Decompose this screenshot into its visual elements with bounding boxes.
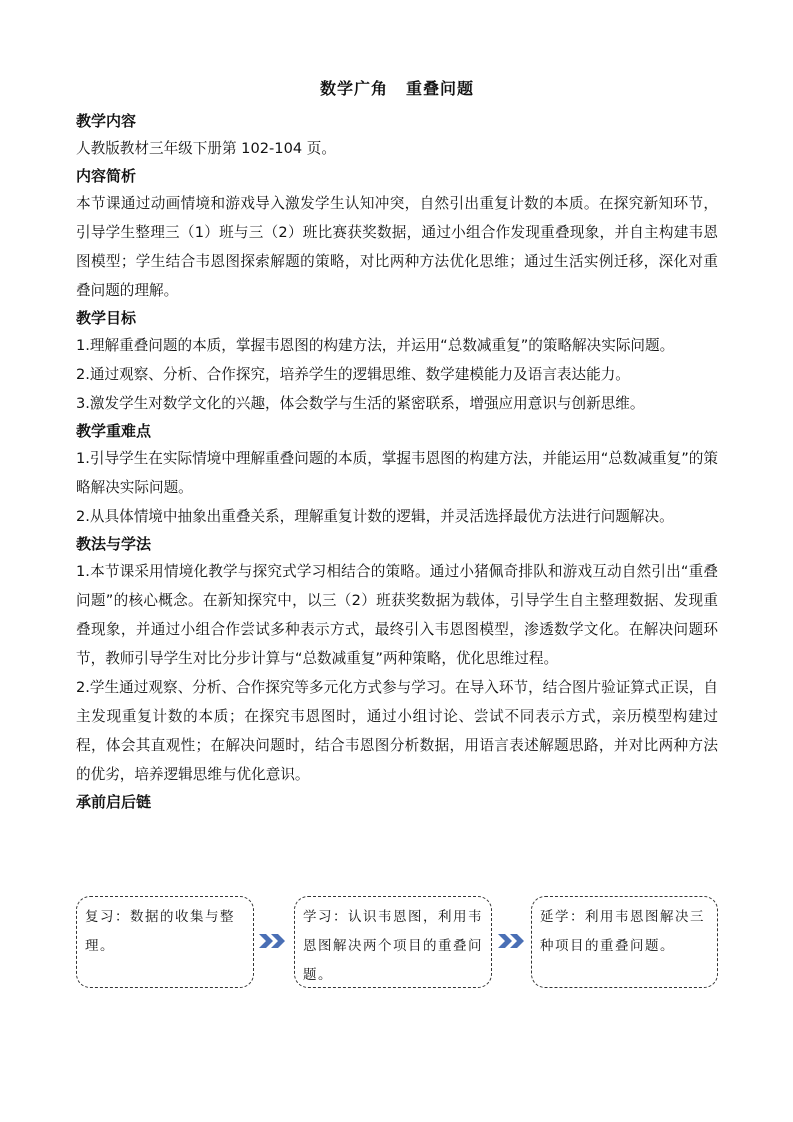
title-right: 重叠问题 [406, 79, 475, 98]
goal-item: 2.通过观察、分析、合作探究，培养学生的逻辑思维、数学建模能力及语言表达能力。 [76, 366, 630, 383]
double-chevron-right-icon [496, 932, 528, 950]
section-heading-content: 教学内容 [76, 112, 137, 130]
learning-chain [76, 896, 718, 992]
double-chevron-right-icon [257, 932, 289, 950]
document-body [76, 108, 718, 815]
page-title [76, 76, 718, 99]
extend-box: 延学：利用韦恩图解决三种项目的重叠问题。 [531, 896, 718, 988]
section-heading-goals: 教学目标 [76, 309, 137, 327]
key-point-item: 2.从具体情境中抽象出重叠关系，理解重复计数的逻辑，并灵活选择最优方法进行问题解决。 [76, 508, 674, 525]
review-box: 复习：数据的收集与整理。 [76, 896, 254, 988]
learn-box: 学习：认识韦恩图，利用韦恩图解决两个项目的重叠问题。 [294, 896, 492, 988]
method-item: 2.学生通过观察、分析、合作探究等多元化方式参与学习。在导入环节，结合图片验证算式正误，自主发现重复计数的本质；在探究韦恩图时，通过小组讨论、尝试不同表示方式，亲历模型构建过程，体会其直观性；在解决问题时，结合韦恩图分析数据，用语言表述解题思路，并对比两种方法的优劣，培养逻辑思维与优化意识。 [76, 679, 718, 783]
brief-text: 本节课通过动画情境和游戏导入激发学生认知冲突，自然引出重复计数的本质。在探究新知环节，引导学生整理三（1）班与三（2）班比赛获奖数据，通过小组合作发现重叠现象，并自主构建韦恩图模型；学生结合韦恩图探索解题的策略，对比两种方法优化思维；通过生活实例迁移，深化对重叠问题的理解。 [76, 195, 718, 299]
goal-item: 3.激发学生对数学文化的兴趣，体会数学与生活的紧密联系，增强应用意识与创新思维。 [76, 395, 645, 412]
content-text: 人教版教材三年级下册第 102-104 页。 [76, 140, 336, 157]
key-point-item: 1.引导学生在实际情境中理解重叠问题的本质，掌握韦恩图的构建方法，并能运用“总数减重复”的策略解决实际问题。 [76, 450, 718, 496]
section-heading-key-points: 教学重难点 [76, 422, 152, 440]
section-heading-chain: 承前启后链 [76, 793, 152, 811]
title-left: 数学广角 [319, 79, 388, 98]
section-heading-brief: 内容简析 [76, 167, 137, 185]
section-heading-methods: 教法与学法 [76, 535, 152, 553]
method-item: 1.本节课采用情境化教学与探究式学习相结合的策略。通过小猪佩奇排队和游戏互动自然引出“重叠问题”的核心概念。在新知探究中，以三（2）班获奖数据为载体，引导学生自主整理数据、发现重叠现象，并通过小组合作尝试多种表示方式，最终引入韦恩图模型，渗透数学文化。在解决问题环节，教师引导学生对比分步计算与“总数减重复”两种策略，优化思维过程。 [76, 563, 718, 667]
goal-item: 1.理解重叠问题的本质，掌握韦恩图的构建方法，并运用“总数减重复”的策略解决实际问题。 [76, 337, 675, 354]
